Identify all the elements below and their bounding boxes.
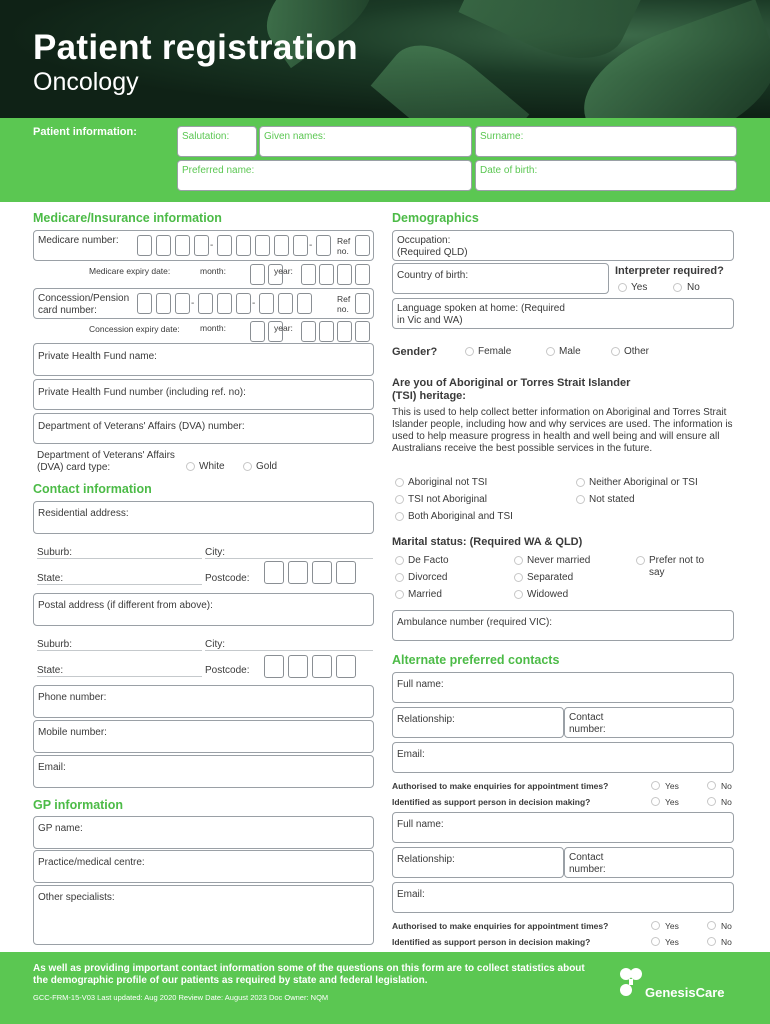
surname-label: Surname: bbox=[480, 131, 524, 142]
post-city-line[interactable] bbox=[205, 650, 373, 651]
postal-address-field[interactable] bbox=[33, 593, 374, 626]
gp-heading: GP information bbox=[33, 798, 124, 812]
alt1-support-label: Identified as support person in decision making? bbox=[392, 797, 591, 807]
atsi-description: This is used to help collect better information on Aboriginal and Torres Strait Islander people, including how and why services are used. The information is used to help measure progress in health and well being and will ensure all Australians receive the best possible services in the future. bbox=[392, 407, 733, 454]
language-label: Language spoken at home: (Required in Vic and WA) bbox=[397, 303, 565, 326]
concession-number-label: Concession/Pension card number: bbox=[38, 293, 130, 316]
phf-name-label: Private Health Fund name: bbox=[38, 351, 157, 362]
medicare-digit-box[interactable] bbox=[194, 235, 209, 256]
medicare-digit-box[interactable] bbox=[316, 235, 331, 256]
marital-separated-radio[interactable] bbox=[514, 573, 523, 582]
gender-other-radio[interactable] bbox=[611, 347, 620, 356]
alt1-support-no-radio[interactable] bbox=[707, 797, 716, 806]
marital-divorced-label: Divorced bbox=[408, 572, 448, 583]
alt1-support-yes-radio[interactable] bbox=[651, 797, 660, 806]
atsi-aboriginal-label: Aboriginal not TSI bbox=[408, 477, 488, 488]
alt2-full-name-field[interactable] bbox=[392, 812, 734, 843]
atsi-heading: Are you of Aboriginal or Torres Strait Islander (TSI) heritage: bbox=[392, 377, 631, 402]
alt2-authorised-label: Authorised to make enquiries for appointment times? bbox=[392, 921, 609, 931]
concession-digit-box[interactable] bbox=[236, 293, 251, 314]
email-label: Email: bbox=[38, 762, 66, 773]
alt2-email-field[interactable] bbox=[392, 882, 734, 913]
post-suburb-line[interactable] bbox=[37, 650, 202, 651]
alt2-authorised-yes-radio[interactable] bbox=[651, 921, 660, 930]
concession-digit-box[interactable] bbox=[217, 293, 232, 314]
alt2-authorised-no-label: No bbox=[721, 921, 732, 931]
dob-label: Date of birth: bbox=[480, 165, 538, 176]
footer-band bbox=[0, 952, 770, 1024]
atsi-not-stated-radio[interactable] bbox=[576, 495, 585, 504]
alt1-authorised-no-radio[interactable] bbox=[707, 781, 716, 790]
concession-year-box[interactable] bbox=[319, 321, 334, 342]
alt1-email-label: Email: bbox=[397, 749, 425, 760]
dva-white-label: White bbox=[199, 461, 225, 472]
interpreter-no-label: No bbox=[687, 282, 700, 293]
alt1-authorised-yes-label: Yes bbox=[665, 781, 679, 791]
medicare-digit-box[interactable] bbox=[175, 235, 190, 256]
res-postcode-box[interactable] bbox=[288, 561, 308, 584]
gender-female-label: Female bbox=[478, 346, 512, 357]
concession-digit-box[interactable] bbox=[137, 293, 152, 314]
alt1-support-no-label: No bbox=[721, 797, 732, 807]
specialists-field[interactable] bbox=[33, 885, 374, 945]
alt1-full-name-field[interactable] bbox=[392, 672, 734, 703]
mobile-label: Mobile number: bbox=[38, 727, 107, 738]
gender-male-radio[interactable] bbox=[546, 347, 555, 356]
dva-white-radio[interactable] bbox=[186, 462, 195, 471]
alt2-relationship-label: Relationship: bbox=[397, 854, 455, 865]
marital-never-label: Never married bbox=[527, 555, 591, 566]
post-city-label: City: bbox=[205, 639, 225, 650]
patient-info-label: Patient information: bbox=[33, 126, 137, 138]
medicare-year-label: year: bbox=[274, 266, 293, 276]
concession-month-box[interactable] bbox=[250, 321, 265, 342]
dva-number-field[interactable] bbox=[33, 413, 374, 444]
mobile-field[interactable] bbox=[33, 720, 374, 753]
digit-separator: - bbox=[191, 298, 195, 309]
atsi-tsi-radio[interactable] bbox=[395, 495, 404, 504]
post-postcode-box[interactable] bbox=[312, 655, 332, 678]
phf-name-field[interactable] bbox=[33, 343, 374, 376]
phf-number-field[interactable] bbox=[33, 379, 374, 410]
marital-defacto-radio[interactable] bbox=[395, 556, 404, 565]
alt2-contact-number-field[interactable] bbox=[564, 847, 734, 878]
medicare-number-label: Medicare number: bbox=[38, 235, 119, 246]
alt2-support-no-label: No bbox=[721, 937, 732, 947]
preferred-name-label: Preferred name: bbox=[182, 165, 255, 176]
phone-label: Phone number: bbox=[38, 692, 107, 703]
contact-heading: Contact information bbox=[33, 482, 152, 496]
marital-widowed-radio[interactable] bbox=[514, 590, 523, 599]
phf-number-label: Private Health Fund number (including ref. no): bbox=[38, 387, 246, 398]
genesiscare-logo-text: GenesisCare bbox=[645, 985, 725, 1000]
occupation-field[interactable] bbox=[392, 230, 734, 261]
alt2-email-label: Email: bbox=[397, 889, 425, 900]
post-postcode-box[interactable] bbox=[288, 655, 308, 678]
page-subtitle: Oncology bbox=[33, 68, 139, 96]
dva-number-label: Department of Veterans' Affairs (DVA) number: bbox=[38, 421, 245, 432]
alt2-relationship-field[interactable] bbox=[392, 847, 564, 878]
concession-digit-box[interactable] bbox=[278, 293, 293, 314]
res-city-label: City: bbox=[205, 547, 225, 558]
interpreter-label: Interpreter required? bbox=[615, 265, 724, 277]
marital-prefer-not-label: Prefer not to say bbox=[649, 555, 705, 578]
medicare-year-box[interactable] bbox=[319, 264, 334, 285]
medicare-heading: Medicare/Insurance information bbox=[33, 211, 222, 225]
postal-address-label: Postal address (if different from above): bbox=[38, 600, 213, 611]
res-suburb-line[interactable] bbox=[37, 558, 202, 559]
medicare-ref-box[interactable] bbox=[355, 235, 370, 256]
alt2-contact-number-label: Contact number: bbox=[569, 852, 606, 875]
medicare-year-box[interactable] bbox=[355, 264, 370, 285]
country-of-birth-field[interactable] bbox=[392, 263, 609, 294]
concession-ref-box[interactable] bbox=[355, 293, 370, 314]
post-state-line[interactable] bbox=[37, 676, 202, 677]
residential-address-label: Residential address: bbox=[38, 508, 129, 519]
marital-defacto-label: De Facto bbox=[408, 555, 449, 566]
alt1-contact-number-field[interactable] bbox=[564, 707, 734, 738]
country-of-birth-label: Country of birth: bbox=[397, 270, 469, 281]
digit-separator: - bbox=[210, 240, 214, 251]
digit-separator: - bbox=[252, 298, 256, 309]
occupation-label: Occupation: (Required QLD) bbox=[397, 235, 468, 258]
practice-label: Practice/medical centre: bbox=[38, 857, 145, 868]
alt2-support-yes-label: Yes bbox=[665, 937, 679, 947]
atsi-neither-radio[interactable] bbox=[576, 478, 585, 487]
language-field[interactable] bbox=[392, 298, 734, 329]
phone-field[interactable] bbox=[33, 685, 374, 718]
medicare-digit-box[interactable] bbox=[137, 235, 152, 256]
alt1-relationship-label: Relationship: bbox=[397, 714, 455, 725]
medicare-month-label: month: bbox=[200, 266, 226, 276]
gp-name-field[interactable] bbox=[33, 816, 374, 849]
alt2-authorised-no-radio[interactable] bbox=[707, 921, 716, 930]
interpreter-no-radio[interactable] bbox=[673, 283, 682, 292]
digit-separator: - bbox=[309, 240, 313, 251]
marital-divorced-radio[interactable] bbox=[395, 573, 404, 582]
page-title: Patient registration bbox=[33, 28, 358, 67]
leaf-decoration bbox=[371, 24, 530, 118]
header-banner bbox=[0, 0, 770, 118]
given-names-field[interactable] bbox=[259, 126, 472, 157]
medicare-digit-box[interactable] bbox=[236, 235, 251, 256]
atsi-both-radio[interactable] bbox=[395, 512, 404, 521]
marital-separated-label: Separated bbox=[527, 572, 574, 583]
dob-field[interactable] bbox=[475, 160, 737, 191]
medicare-expiry-label: Medicare expiry date: bbox=[89, 266, 171, 276]
medicare-digit-box[interactable] bbox=[217, 235, 232, 256]
res-postcode-box[interactable] bbox=[336, 561, 356, 584]
gender-male-label: Male bbox=[559, 346, 581, 357]
atsi-both-label: Both Aboriginal and TSI bbox=[408, 511, 513, 522]
ambulance-label: Ambulance number (required VIC): bbox=[397, 617, 553, 628]
specialists-label: Other specialists: bbox=[38, 892, 115, 903]
medicare-digit-box[interactable] bbox=[274, 235, 289, 256]
footer-meta: GCC-FRM-15-V03 Last updated: Aug 2020 Review Date: August 2023 Doc Owner: NQM bbox=[33, 993, 329, 1002]
medicare-year-box[interactable] bbox=[301, 264, 316, 285]
concession-digit-box[interactable] bbox=[175, 293, 190, 314]
alt2-support-label: Identified as support person in decision making? bbox=[392, 937, 591, 947]
alt2-support-no-radio[interactable] bbox=[707, 937, 716, 946]
concession-digit-box[interactable] bbox=[259, 293, 274, 314]
genesiscare-logo-icon bbox=[619, 965, 643, 999]
salutation-field[interactable] bbox=[177, 126, 257, 157]
post-suburb-label: Suburb: bbox=[37, 639, 73, 650]
res-state-label: State: bbox=[37, 573, 64, 584]
alternate-heading: Alternate preferred contacts bbox=[392, 653, 560, 667]
marital-married-label: Married bbox=[408, 589, 442, 600]
medicare-digit-box[interactable] bbox=[293, 235, 308, 256]
residential-address-field[interactable] bbox=[33, 501, 374, 534]
atsi-aboriginal-radio[interactable] bbox=[395, 478, 404, 487]
concession-month-label: month: bbox=[200, 323, 226, 333]
interpreter-yes-radio[interactable] bbox=[618, 283, 627, 292]
alt1-support-yes-label: Yes bbox=[665, 797, 679, 807]
ambulance-field[interactable] bbox=[392, 610, 734, 641]
concession-year-label: year: bbox=[274, 323, 293, 333]
alt1-authorised-yes-radio[interactable] bbox=[651, 781, 660, 790]
alt1-contact-number-label: Contact number: bbox=[569, 712, 606, 735]
res-postcode-box[interactable] bbox=[264, 561, 284, 584]
medicare-digit-box[interactable] bbox=[156, 235, 171, 256]
post-postcode-box[interactable] bbox=[264, 655, 284, 678]
post-postcode-box[interactable] bbox=[336, 655, 356, 678]
medicare-digit-box[interactable] bbox=[255, 235, 270, 256]
post-state-label: State: bbox=[37, 665, 64, 676]
gender-other-label: Other bbox=[624, 346, 650, 357]
marital-never-radio[interactable] bbox=[514, 556, 523, 565]
dva-card-label: Department of Veterans' Affairs (DVA) card type: bbox=[37, 450, 175, 473]
res-city-line[interactable] bbox=[205, 558, 373, 559]
res-suburb-label: Suburb: bbox=[37, 547, 73, 558]
email-field[interactable] bbox=[33, 755, 374, 788]
marital-prefer-not-radio[interactable] bbox=[636, 556, 645, 565]
preferred-name-field[interactable] bbox=[177, 160, 472, 191]
concession-expiry-label: Concession expiry date: bbox=[89, 324, 180, 334]
alt2-full-name-label: Full name: bbox=[397, 819, 444, 830]
alt1-authorised-label: Authorised to make enquiries for appointment times? bbox=[392, 781, 609, 791]
footer-text: As well as providing important contact information some of the questions on this form are to collect statistics about the demographic profile of our patients as required by state and federal legislation. bbox=[33, 963, 585, 986]
post-postcode-label: Postcode: bbox=[205, 665, 250, 676]
concession-year-box[interactable] bbox=[301, 321, 316, 342]
res-postcode-label: Postcode: bbox=[205, 573, 250, 584]
marital-heading: Marital status: (Required WA & QLD) bbox=[392, 536, 583, 548]
concession-ref-label: Ref no. bbox=[337, 294, 351, 314]
salutation-label: Salutation: bbox=[182, 131, 230, 142]
alt2-support-yes-radio[interactable] bbox=[651, 937, 660, 946]
concession-digit-box[interactable] bbox=[297, 293, 312, 314]
medicare-month-box[interactable] bbox=[250, 264, 265, 285]
alt1-email-field[interactable] bbox=[392, 742, 734, 773]
atsi-not-stated-label: Not stated bbox=[589, 494, 635, 505]
res-state-line[interactable] bbox=[37, 584, 202, 585]
demographics-heading: Demographics bbox=[392, 211, 479, 225]
medicare-year-box[interactable] bbox=[337, 264, 352, 285]
practice-field[interactable] bbox=[33, 850, 374, 883]
gender-label: Gender? bbox=[392, 346, 438, 358]
concession-digit-box[interactable] bbox=[198, 293, 213, 314]
marital-widowed-label: Widowed bbox=[527, 589, 569, 600]
gp-name-label: GP name: bbox=[38, 823, 83, 834]
concession-year-box[interactable] bbox=[337, 321, 352, 342]
concession-digit-box[interactable] bbox=[156, 293, 171, 314]
surname-field[interactable] bbox=[475, 126, 737, 157]
medicare-ref-label: Ref no. bbox=[337, 236, 351, 256]
alt1-authorised-no-label: No bbox=[721, 781, 732, 791]
res-postcode-box[interactable] bbox=[312, 561, 332, 584]
given-names-label: Given names: bbox=[264, 131, 326, 142]
atsi-tsi-label: TSI not Aboriginal bbox=[408, 494, 487, 505]
alt1-relationship-field[interactable] bbox=[392, 707, 564, 738]
gender-female-radio[interactable] bbox=[465, 347, 474, 356]
interpreter-yes-label: Yes bbox=[631, 282, 648, 293]
concession-year-box[interactable] bbox=[355, 321, 370, 342]
alt2-authorised-yes-label: Yes bbox=[665, 921, 679, 931]
atsi-neither-label: Neither Aboriginal or TSI bbox=[589, 477, 698, 488]
dva-gold-label: Gold bbox=[256, 461, 278, 472]
alt1-full-name-label: Full name: bbox=[397, 679, 444, 690]
marital-married-radio[interactable] bbox=[395, 590, 404, 599]
dva-gold-radio[interactable] bbox=[243, 462, 252, 471]
